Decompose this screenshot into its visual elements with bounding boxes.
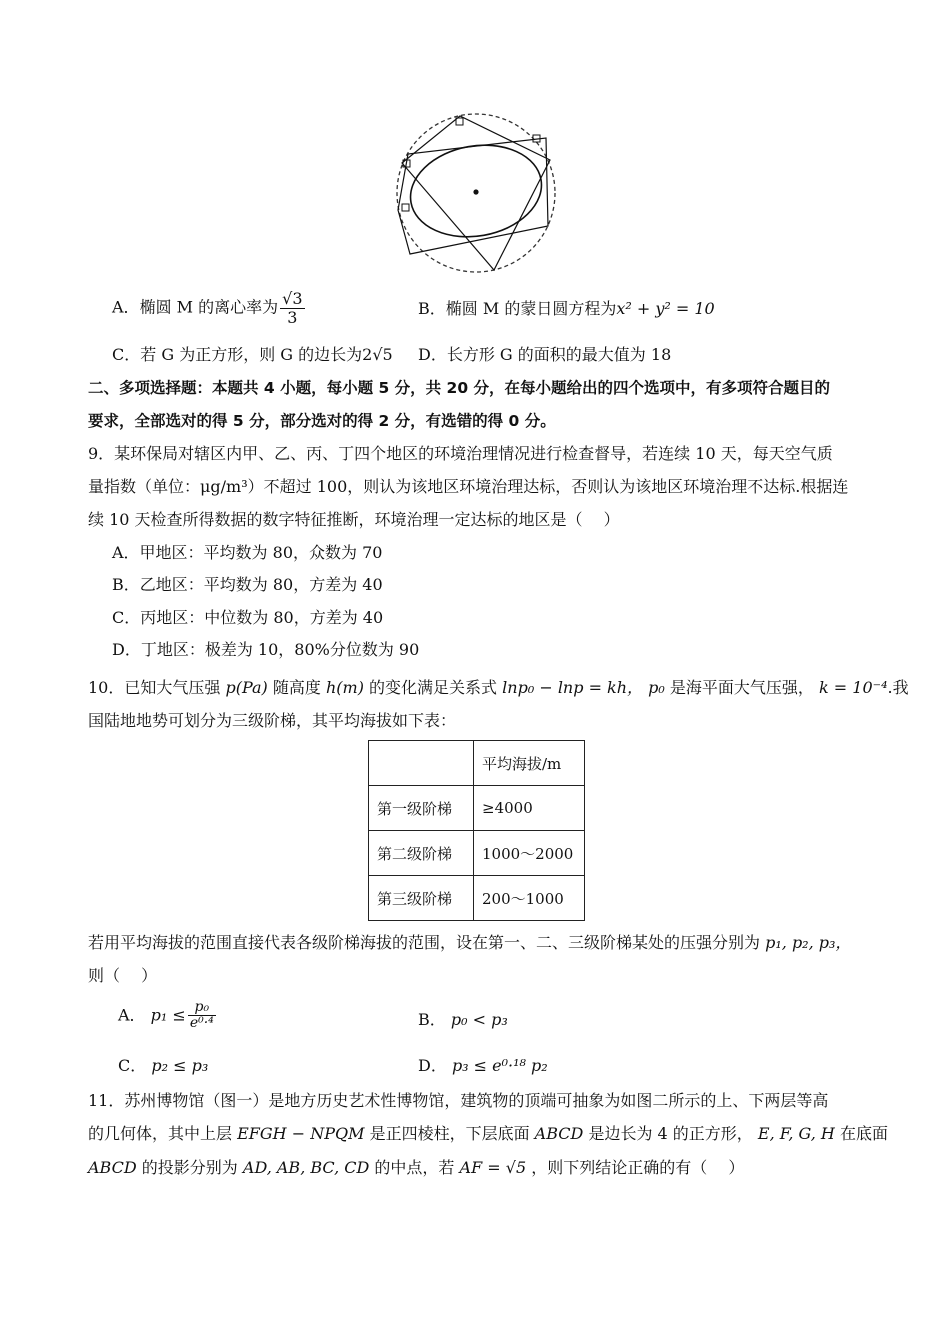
q10-stem-line4: 则（ ） [88, 966, 158, 985]
text: 若用平均海拔的范围直接代表各级阶梯海拔的范围，设在第一、二、三级阶梯某处的压强分别为 [88, 933, 761, 952]
option-label: B． [418, 1010, 446, 1029]
text: 的变化满足关系式 [369, 678, 498, 697]
text: 是海平面大气压强， [669, 678, 814, 697]
table-cell: 第三级阶梯 [369, 876, 474, 921]
text: 的投影分别为 [141, 1158, 238, 1177]
formula: AF = √5 [459, 1158, 527, 1177]
q10-option-d [418, 1053, 548, 1076]
table-row [369, 831, 585, 876]
table-cell: ≥4000 [474, 786, 585, 831]
altitude-table [368, 740, 585, 921]
q9-stem-line2: 量指数（单位：μg/m³）不超过 100，则认为该地区环境治理达标，否则认为该地区环境治理不达标.根据连 [88, 477, 849, 496]
table-cell: 200～1000 [474, 876, 585, 921]
formula: p₂ ≤ p₃ [151, 1056, 209, 1075]
option-label: B． [418, 299, 446, 318]
text: 随高度 [272, 678, 321, 697]
text: 是正四棱柱，下层底面 [369, 1124, 530, 1143]
option-label: A． [118, 1005, 146, 1025]
option-text: 椭圆 M 的离心率为 [139, 297, 279, 317]
formula: p₀ < p₃ [450, 1010, 508, 1029]
table-cell [369, 741, 474, 786]
table-cell: 平均海拔/m [474, 741, 585, 786]
q8-option-a [112, 290, 307, 326]
q10-stem-line3 [88, 930, 851, 953]
option-text: 椭圆 M 的蒙日圆方程为 [445, 299, 617, 318]
q11-stem-line3 [88, 1155, 744, 1178]
text: 10．已知大气压强 [88, 678, 221, 697]
ellipse-monge-circle-figure [390, 108, 560, 278]
section-heading-line1: 二、多项选择题：本题共 4 小题，每小题 5 分，共 20 分，在每小题给出的四个选项中，有多项符合题目的 [88, 379, 831, 397]
text: 是边长为 4 的正方形， [588, 1124, 753, 1143]
section-heading-line2: 要求，全部选对的得 5 分，部分选对的得 2 分，有选错的得 0 分。 [88, 412, 556, 430]
q9-stem-line3: 续 10 天检查所得数据的数字特征推断，环境治理一定达标的地区是（ ） [88, 510, 620, 529]
q9-option-b: B．乙地区：平均数为 80，方差为 40 [112, 575, 383, 594]
table-row [369, 786, 585, 831]
formula: lnp₀ − lnp = kh， [502, 678, 644, 697]
table-header-row [369, 741, 585, 786]
formula: ABCD [534, 1124, 584, 1143]
table-cell: 第二级阶梯 [369, 831, 474, 876]
formula: p₁ ≤ [150, 1005, 186, 1025]
fraction [280, 290, 304, 326]
q10-stem-line2: 国陆地地势可划分为三级阶梯，其平均海拔如下表： [88, 711, 457, 730]
text: .我 [887, 678, 909, 697]
fraction-denominator: e⁰·⁴ [189, 1015, 214, 1032]
text: 的几何体，其中上层 [88, 1124, 233, 1143]
option-label: D． [418, 1056, 447, 1075]
q10-stem-line1 [88, 675, 909, 698]
fraction-numerator: p₀ [188, 1000, 216, 1016]
option-label: D． [418, 345, 447, 364]
formula: k = 10⁻⁴ [819, 678, 888, 697]
option-text: 长方形 G 的面积的最大值为 18 [446, 345, 672, 364]
formula: x² + y² = 10 [616, 299, 715, 318]
option-label: C． [118, 1056, 147, 1075]
q10-option-b [418, 1007, 508, 1030]
formula: 2√5 [362, 345, 393, 364]
q8-option-d [418, 342, 671, 365]
table-cell: 第一级阶梯 [369, 786, 474, 831]
q10-option-a [118, 1000, 218, 1032]
formula: AD, AB, BC, CD [242, 1158, 370, 1177]
fraction [188, 1000, 216, 1032]
table-row [369, 876, 585, 921]
q11-stem-line1: 11．苏州博物馆（图一）是地方历史艺术性博物馆，建筑物的顶端可抽象为如图二所示的上、下两层等高 [88, 1091, 829, 1110]
fraction-numerator: √3 [282, 289, 303, 308]
q8-option-b [418, 296, 715, 319]
formula: p(Pa) [225, 678, 268, 697]
text: ，则下列结论正确的有（ ） [531, 1158, 745, 1177]
fraction-denominator: 3 [287, 307, 298, 327]
center-point [473, 189, 478, 194]
q9-option-d: D．丁地区：极差为 10，80%分位数为 90 [112, 640, 420, 659]
formula: p₁, p₂, p₃， [765, 933, 852, 952]
q11-stem-line2 [88, 1121, 888, 1144]
option-text: 若 G 为正方形，则 G 的边长为 [140, 345, 363, 364]
q10-option-c [118, 1053, 208, 1076]
formula: p₀ [648, 678, 665, 697]
option-label: A． [112, 297, 140, 317]
table-cell: 1000～2000 [474, 831, 585, 876]
formula: E, F, G, H [757, 1124, 835, 1143]
formula: EFGH − NPQM [237, 1124, 365, 1143]
text: 在底面 [839, 1124, 888, 1143]
q8-option-c [112, 342, 393, 365]
text: 的中点，若 [374, 1158, 455, 1177]
q9-stem-line1: 9．某环保局对辖区内甲、乙、丙、丁四个地区的环境治理情况进行检查督导，若连续 10 天，每天空气质 [88, 444, 833, 463]
q9-option-a: A．甲地区：平均数为 80，众数为 70 [112, 543, 383, 562]
formula: ABCD [88, 1158, 137, 1177]
formula: h(m) [325, 678, 364, 697]
formula: p₃ ≤ e⁰·¹⁸ p₂ [451, 1056, 548, 1075]
q9-option-c: C．丙地区：中位数为 80，方差为 40 [112, 608, 384, 627]
right-angle-mark [402, 204, 409, 211]
option-label: C． [112, 345, 141, 364]
